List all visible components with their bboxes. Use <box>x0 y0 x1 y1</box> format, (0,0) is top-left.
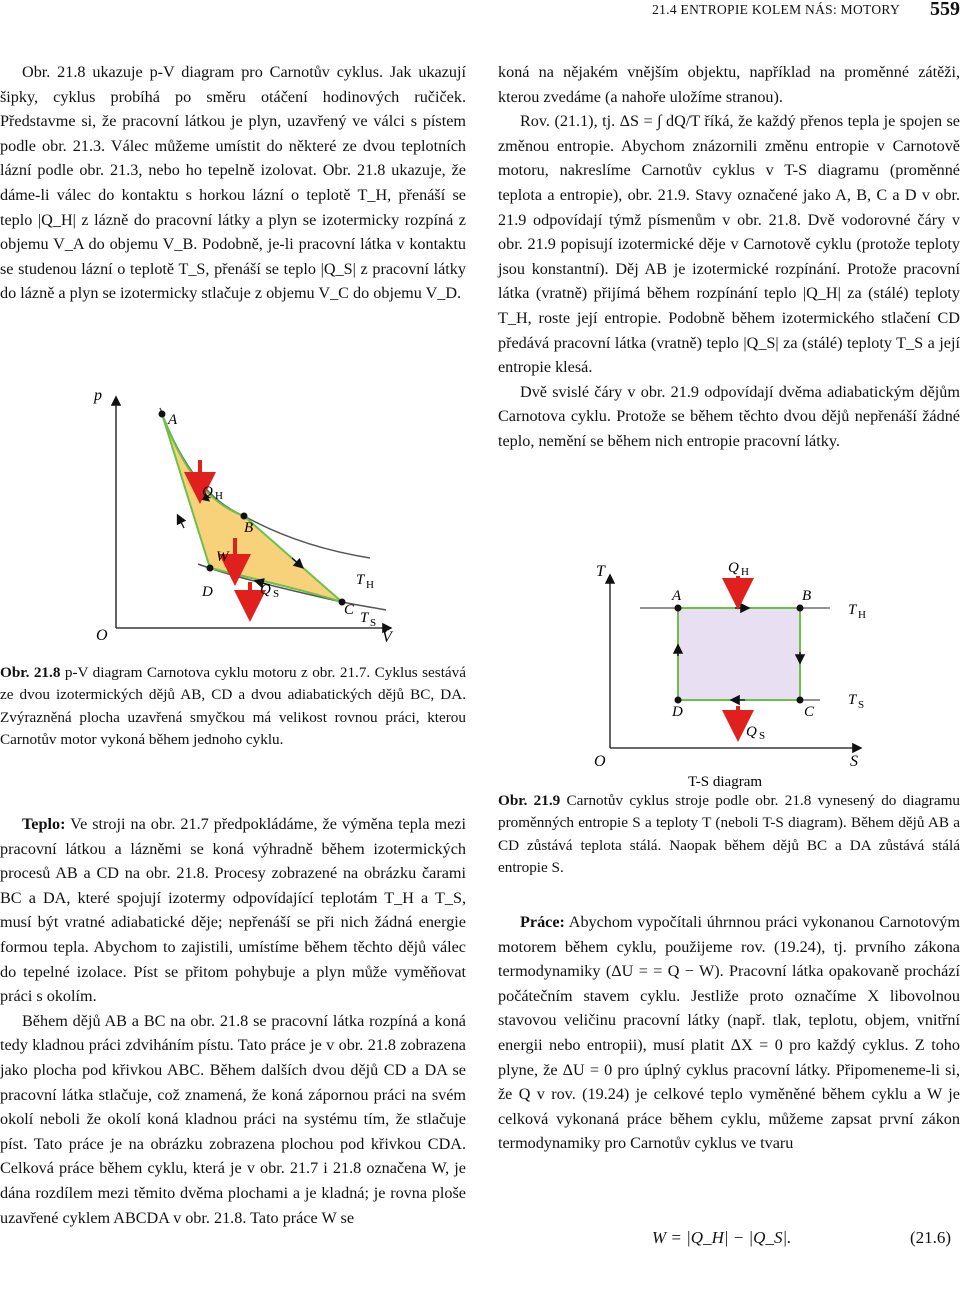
caption-label: Obr. 21.8 <box>0 664 61 681</box>
state-b-label: B <box>244 520 254 536</box>
origin-label: O <box>96 627 108 644</box>
ts-state-c: C <box>804 704 815 720</box>
right-column-bottom <box>498 910 960 1156</box>
left-column-top <box>0 60 466 306</box>
paragraph-prace <box>498 910 960 1156</box>
teplo-text: Ve stroji na obr. 21.7 předpokládáme, že výměna tepla mezi pracovní látkou a lázněmi se koná výhradně během izotermických procesů AB a CD na obr. 21.8. Procesy zobrazené na obrázku čarami BC a DA, které spojují izotermy odpovídající teplotám T_H a T_S, musí být vratné adiabatické děje; nepřenáší se při nich žádná energie formou tepla. Abychom to zajistili, umístíme během těchto dějů válec do tepelné izolace. Píst se přitom pohybuje a plyn může vyměňovat práci s okolím. <box>0 815 466 1006</box>
caption-label-9: Obr. 21.9 <box>498 792 561 809</box>
pv-diagram <box>80 378 410 650</box>
state-a-label: A <box>168 412 178 428</box>
th-label: T <box>356 572 365 588</box>
ts-diagram-label: T-S diagram <box>688 774 763 790</box>
th-sub: H <box>366 579 374 591</box>
ts-state-b: B <box>802 588 812 604</box>
qs-sub: S <box>273 588 280 600</box>
qs-label: Q <box>260 582 271 598</box>
equation-number: (21.6) <box>910 1228 952 1247</box>
ts-qh-label: Q <box>728 560 739 576</box>
prace-text: Abychom vypočítali úhrnnou práci vykonanou Carnotovým motorem během cyklu, použijeme rov. (19.24), tj. prvního zákona termodynamiky (ΔU = = Q − W). Pracovní látka opakovaně prochází počátečním stavem cyklu. Jestliže proto označíme X libovolnou stavovou veličinu pracovní látky (např. tlak, teplotu, objem, vnitřní energii nebo entropii), musí platit ΔX = 0 pro každý cyklus. Z toho plyne, že ΔU = 0 pro úplný cyklus pracovní látky. Připomeneme-li si, že Q v rov. (19.24) je celkové teplo vyměněné během cyklu a W je celková vykonaná práce během cyklu, můžeme zapsat první zákon termodynamiky pro Carnotův cyklus ve tvaru <box>498 913 960 1153</box>
ts-th-label: T <box>848 602 857 618</box>
v-axis-label: V <box>382 629 392 646</box>
caption-text-9: Carnotův cyklus stroje podle obr. 21.8 vynesený do diagramu proměnných entropie S a teploty T (neboli T-S diagram). Během dějů AB a CD zůstává teplota stálá. Naopak během dějů BC a DA zůstává stálá entropie S. <box>498 792 960 877</box>
ts-ts-label: T <box>848 692 857 708</box>
ts-label: T <box>360 610 369 626</box>
paragraph-continued: koná na nějakém vnějším objektu, například na proměnné zátěži, kterou zvedáme (a nahoře uložíme stranou). <box>498 63 960 106</box>
page-number: 559 <box>930 0 960 20</box>
state-d-label: D <box>202 584 213 600</box>
w-label: W <box>216 549 229 565</box>
s-axis-label: S <box>850 753 858 770</box>
right-column-top <box>498 60 960 454</box>
caption-fig-21-8 <box>0 662 466 752</box>
arrow-da <box>178 516 184 528</box>
ts-diagram <box>580 556 880 792</box>
t-axis-label: T <box>596 563 605 580</box>
qh-sub: H <box>215 490 223 502</box>
page-header <box>0 0 960 24</box>
ts-th-sub: H <box>858 609 866 621</box>
ts-state-a: A <box>672 588 682 604</box>
paragraph-work: Během dějů AB a BC na obr. 21.8 se pracovní látka rozpíná a koná tedy kladnou práci zdviháním pístu. Tato práce je v obr. 21.8 zobrazena jako plocha pod křivkou ABC. Během dalších dvou dějů CD a DA se pracovní látka stlačuje, což znamená, že koná zápornou práci na svém okolí neboli že okolí koná kladnou práci na systému tím, že stlačuje píst. Tato práce je na obrázku zobrazena plochou pod křivkou CDA. Celková práce během cyklu, která je v obr. 21.7 i 21.8 označena W, je dána rozdílem mezi těmito dvěma plochami a je kladná; je rovna ploše uzavřené cyklem ABCDA v obr. 21.8. Tato práce W se <box>0 1011 466 1227</box>
p-axis-label: p <box>94 387 102 404</box>
paragraph-intro: Obr. 21.8 ukazuje p-V diagram pro Carnotův cyklus. Jak ukazují šipky, cyklus probíhá po směru otáčení hodinových ručiček. Představme si, že pracovní látkou je plyn, uzavřený ve válci s pístem podle obr. 21.3. Válec můžeme umístit do některé ze dvou teplotních lázní podle obr. 21.3, nebo ho tepelně izolovat. Obr. 21.8 ukazuje, že dáme-li válec do kontaktu s horkou lázní o teplotě T_H, přenáší se teplo |Q_H| z lázně do pracovní látky a plyn se izotermicky rozpíná z objemu V_A do objemu V_B. Podobně, je-li pracovní látka v kontaktu se studenou lázní o teplotě T_S, přenáší se teplo |Q_S| z pracovní látky do lázně a plyn se izotermicky stlačuje z objemu V_C do objemu V_D. <box>0 63 466 303</box>
ts-sub: S <box>370 617 377 629</box>
paragraph-entropy: Rov. (21.1), tj. ΔS = ∫ dQ/T říká, že každý přenos tepla je spojen se změnou entropie. Abychom znázornili změnu entropie v Carnotově motoru, nakreslíme Carnotův cyklus v T-S diagramu (proměnné teplota a entropie), obr. 21.9. Stavy označené jako A, B, C a D v obr. 21.9 odpovídají týmž písmenům v obr. 21.8. Dvě vodorovné čáry v obr. 21.9 popisují izotermické děje v Carnotově cyklu (protože teploty jsou konstantní). Děj AB je izotermické rozpínání. Protože pracovní látka (vratně) přijímá během rozpínání teplo |Q_H| za (stálé) teploty T_H, roste její entropie. Podobně během izotermického stlačení CD předává pracovní látka (vratně) teplo |Q_S| za (stálé) teploty T_S a její entropie klesá. <box>498 112 960 377</box>
paragraph-adiabatic: Dvě svislé čáry v obr. 21.9 odpovídají dvěma adiabatickým dějům Carnotova cyklu. Protože se během těchto dvou dějů nepřenáší žádné teplo, nemění se během nich entropie pracovní látky. <box>498 382 960 450</box>
prace-heading: Práce: <box>520 913 565 931</box>
equation-21-6: W = |Q_H| − |Q_S|. <box>652 1228 792 1247</box>
ts-state-d: D <box>672 704 683 720</box>
cycle-rect <box>678 608 800 700</box>
ts-qh-sub: H <box>741 566 749 578</box>
origin-label-ts: O <box>594 753 606 770</box>
cycle-area <box>162 414 342 602</box>
caption-fig-21-9 <box>498 790 960 880</box>
ts-ts-sub: S <box>858 699 865 711</box>
caption-text: p-V diagram Carnotova cyklu motoru z obr. 21.7. Cyklus sestává ze dvou izotermických dějů AB, CD a dvou adiabatických dějů BC, DA. Zvýrazněná plocha uzavřená smyčkou má velikost rovnou práci, kterou Carnotův motor vykoná během jednoho cyklu. <box>0 664 466 749</box>
qh-label: Q <box>202 484 213 500</box>
teplo-heading: Teplo: <box>22 815 66 833</box>
section-title: 21.4 ENTROPIE KOLEM NÁS: MOTORY <box>652 2 900 17</box>
paragraph-teplo <box>0 812 466 1009</box>
state-c-label: C <box>344 602 355 618</box>
ts-qs-label: Q <box>746 724 757 740</box>
left-column-bottom <box>0 812 466 1230</box>
ts-qs-sub: S <box>759 730 766 742</box>
